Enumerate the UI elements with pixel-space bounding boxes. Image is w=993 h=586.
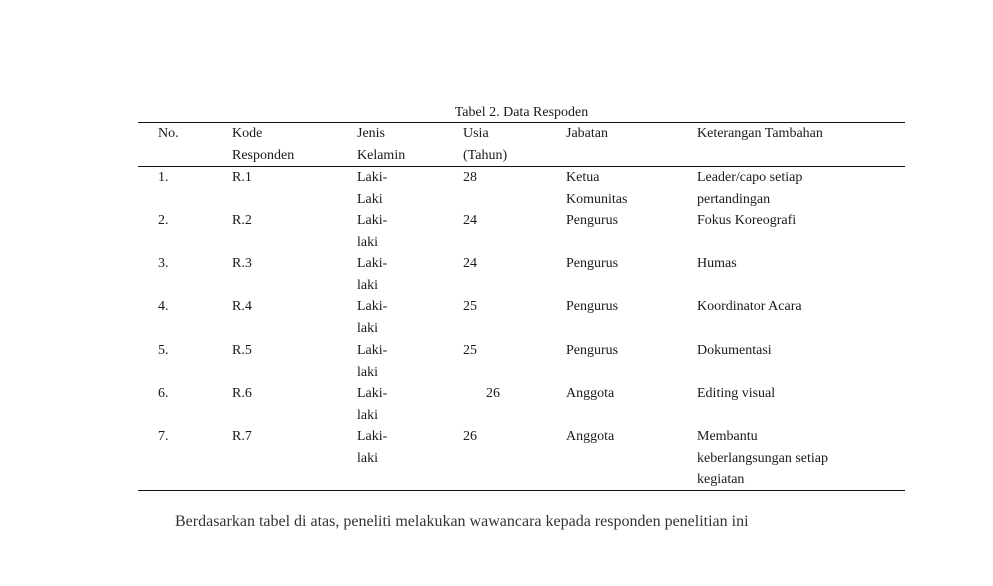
header-no: No. [158,126,179,141]
cell-usia: 24 [463,256,477,271]
header-jenis-line: Kelamin [357,147,406,163]
cell-kode: R.7 [232,429,252,444]
cell-keterangan: Fokus Koreografi [697,213,797,228]
header-usia-line: Usia [463,126,489,141]
header-kode [232,123,342,166]
cell-jenis-line: laki [357,277,378,293]
header-jabatan: Jabatan [566,126,608,141]
cell-jabatan-line: Ketua [566,170,600,185]
cell-keterangan-line: keberlangsungan setiap [697,450,829,466]
cell-jenis-line: laki [357,450,378,466]
header-usia [463,123,553,166]
cell-kode: R.6 [232,386,252,401]
cell-jabatan: Pengurus [566,299,619,314]
header-kode-line: Responden [232,147,295,163]
cell-jenis-line: laki [357,364,378,380]
cell-usia: 26 [463,429,477,444]
cell-no: 2. [158,213,169,228]
cell-jenis-line: Laki- [357,170,388,185]
header-keterangan: Keterangan Tambahan [697,126,823,141]
cell-jenis-line: Laki- [357,299,388,314]
cell-jenis-line: Laki- [357,429,388,444]
cell-no: 4. [158,299,169,314]
cell-jabatan: Pengurus [566,343,619,358]
cell-keterangan [697,167,875,210]
cell-jenis [357,296,447,339]
header-kode-line: Kode [232,126,263,141]
cut-off-paragraph [175,512,749,530]
cell-no: 6. [158,386,169,401]
header-jenis [357,123,447,166]
cell-usia: 25 [463,343,477,358]
cell-kode: R.3 [232,256,252,271]
cell-jenis-line: Laki- [357,213,388,228]
cell-kode: R.2 [232,213,252,228]
cell-no: 1. [158,170,169,185]
cell-keterangan [697,426,875,491]
cell-jenis [357,210,447,253]
cell-keterangan-line: kegiatan [697,472,745,487]
cell-jenis-line: laki [357,320,378,336]
cell-no: 3. [158,256,169,271]
cell-keterangan-line: pertandingan [697,191,771,207]
cell-jenis-line: Laki [357,191,383,207]
cell-jenis [357,426,447,469]
header-usia-line: (Tahun) [463,147,508,163]
cell-jabatan [566,167,686,210]
cut-off-paragraph-text: Berdasarkan tabel di atas, peneliti melakukan wawancara kepada responden penelitian ini [175,513,749,530]
cell-keterangan: Editing visual [697,386,776,401]
cell-usia: 26 [486,386,500,401]
cell-jabatan-line: Komunitas [566,191,628,207]
cell-jabatan: Pengurus [566,256,619,271]
cell-jenis [357,253,447,296]
cell-jabatan: Anggota [566,386,615,401]
cell-keterangan-line: Leader/capo setiap [697,170,803,185]
cell-usia: 24 [463,213,477,228]
cell-jenis [357,383,447,426]
cell-keterangan: Koordinator Acara [697,299,802,314]
cell-jenis-line: Laki- [357,386,388,401]
cell-keterangan: Dokumentasi [697,343,772,358]
cell-jenis-line: Laki- [357,256,388,271]
table-caption: Tabel 2. Data Respoden [454,105,589,120]
cell-usia: 25 [463,299,477,314]
header-jenis-line: Jenis [357,126,385,141]
cell-jenis-line: Laki- [357,343,388,358]
cell-jabatan: Anggota [566,429,615,444]
cell-no: 5. [158,343,169,358]
cell-usia: 28 [463,170,477,185]
cell-kode: R.5 [232,343,252,358]
cell-no: 7. [158,429,169,444]
cell-jenis-line: laki [357,407,378,423]
cell-keterangan: Humas [697,256,737,271]
cell-jenis [357,167,447,210]
cell-kode: R.4 [232,299,252,314]
cell-jenis [357,340,447,383]
cell-jenis-line: laki [357,234,378,250]
cell-keterangan-line: Membantu [697,429,758,444]
cell-jabatan: Pengurus [566,213,619,228]
cell-kode: R.1 [232,170,252,185]
